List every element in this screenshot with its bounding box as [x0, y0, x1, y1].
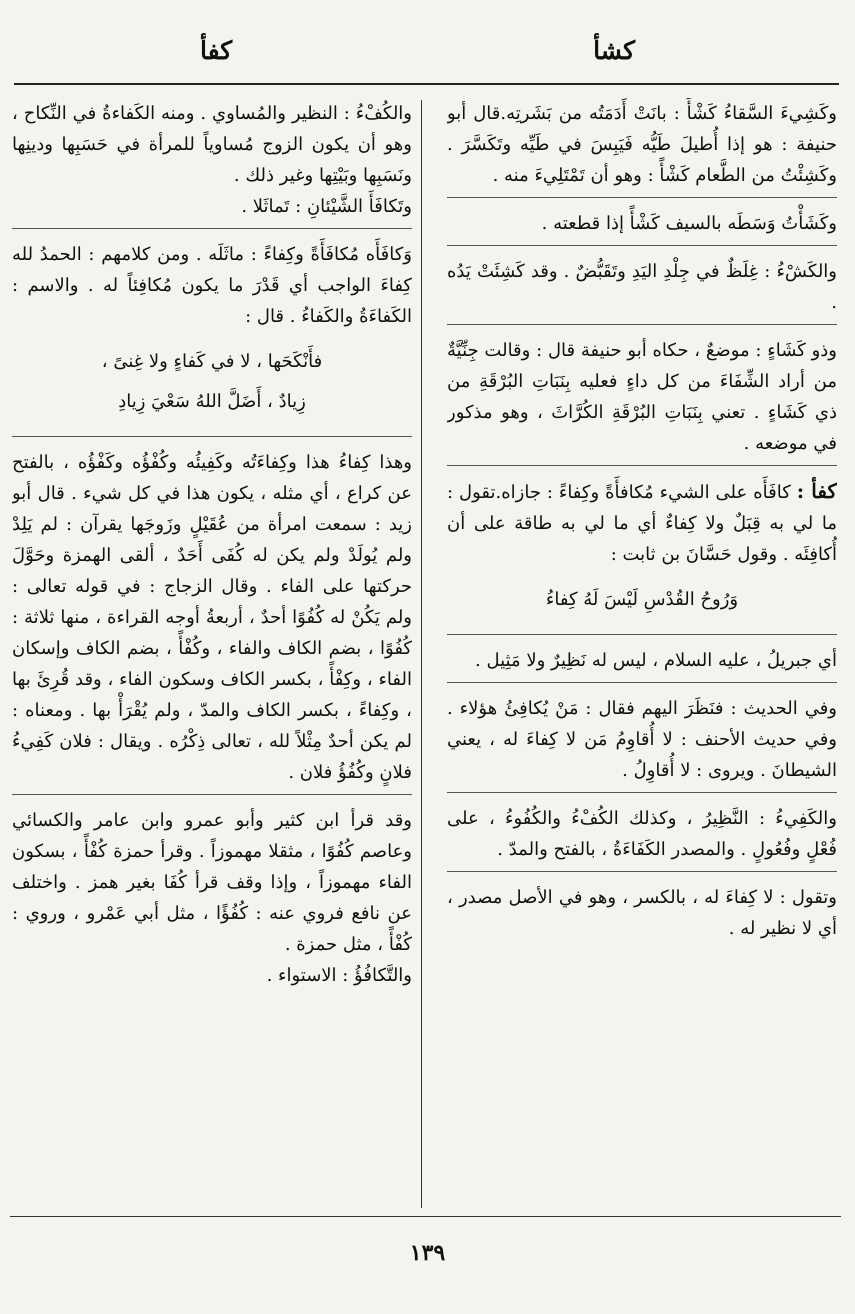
- entry-divider: [447, 197, 837, 198]
- entry-text: كافَأَه على الشيء مُكافأَةً وكِفاءً : جازاه.تقول : ما لي به قِبَلٌ ولا كِفاءٌ أي ما لي به طاقة على أن أُكافِئَه . وقول حَسَّانَ بن ثابت :: [447, 482, 837, 565]
- entry-divider: [12, 228, 412, 229]
- entry-paragraph: [447, 476, 837, 570]
- entry-divider: [447, 792, 837, 793]
- page-number: ١٣٩: [409, 1240, 446, 1266]
- verse: [12, 342, 412, 422]
- entry-divider: [447, 324, 837, 325]
- entry-paragraph: وكَشِيءَ السَّقاءُ كَشْأً : بانَتْ أَدَمَتُه من بَشَرتِه.قال أبو حنيفة : هو إذا أُطيلَ طَيُّه فَيَبِسَ في طَيِّه وتَكَسَّرَ . وكَشِئْتُ من الطَّعام كَشْأً : وهو أن تَمْتَلِيءَ منه .: [447, 103, 837, 186]
- verse-line: زِيادٌ ، أَضَلَّ اللهُ سَعْيَ زِيادِ: [118, 391, 306, 412]
- right-column: [447, 98, 837, 1208]
- entry-paragraph: وفي الحديث : فنَظَرَ اليهم فقال : مَنْ يُكافِئُ هؤلاء . وفي حديث الأحنف : لا أُقاوِمُ مَن لا كِفاءَ له ، يعني الشيطانَ . ويروى : لا أُقاوِلُ .: [447, 698, 837, 781]
- footer-rule: [10, 1216, 841, 1217]
- entry-divider: [12, 794, 412, 795]
- entry-paragraph: وكَشَأْتُ وَسَطَه بالسيف كَشْأً إذا قطعته .: [541, 213, 837, 234]
- verse: [447, 580, 837, 620]
- header-rule: [14, 83, 839, 85]
- entry-divider: [447, 465, 837, 466]
- running-head-right: كشأ: [593, 36, 635, 65]
- entry-paragraph: وذو كَشَاءٍ : موضعٌ ، حكاه أبو حنيفة قال : وقالت جِنِّيَّةٌ من أراد الشِّفَاءَ من كل داءٍ فعليه بِنَبَاتِ البُرْقَةِ من ذي كَشَاءٍ . تعني بِنَبَاتِ البُرْقَةِ الكُرَّاثَ ، وهو مذكور في موضعه .: [447, 340, 837, 454]
- entry-divider: [447, 682, 837, 683]
- entry-paragraph: والكُفْءُ : النظير والمُساوي . ومنه الكَفاءةُ في النِّكاح ، وهو أن يكون الزوج مُساوياً للمرأة في حَسَبِها ودينِها ونَسَبِها وبَيْتِها وغير ذلك .: [12, 103, 412, 186]
- entry-paragraph: وَكافَأَه مُكافَأَةً وكِفاءً : ماثَلَه . ومن كلامهم : الحمدُ لله كِفاءَ الواجب أي قَدْرَ ما يكون مُكافِئاً له . والاسم : الكَفاءَةُ والكَفاءُ . قال :: [12, 244, 412, 327]
- verse-line: وَرُوحُ القُدْسِ لَيْسَ لَهُ كِفاءُ: [545, 589, 739, 610]
- left-column: [12, 98, 412, 1208]
- column-separator: [421, 100, 422, 1208]
- verse-line: فأَنْكَحَها ، لا في كَفاءٍ ولا غِنىً ،: [101, 351, 323, 372]
- entry-paragraph: وتَكافَأَ الشَّيْئانِ : تَماثَلا .: [241, 196, 412, 217]
- entry-paragraph: والكَشْءُ : غِلَظٌ في جِلْدِ اليَدِ وتَقَبُّضٌ . وقد كَشِئَتْ يَدُه .: [447, 261, 837, 313]
- entry-paragraph: وقد قرأ ابن كثير وأبو عمرو وابن عامر والكسائي وعاصم كُفُوًا ، مثقلا مهموزاً . وقرأ حمزة كُفْأً ، بسكون الفاء مهموزاً ، وإذا وقف قرأ كُفَا بغير همز . واختلف عن نافع فروي عنه : كُفُؤًا ، مثل أبي عَمْرو ، وروي : كُفْأً ، مثل حمزة .: [12, 810, 412, 955]
- entry-divider: [447, 245, 837, 246]
- entry-divider: [12, 436, 412, 437]
- entry-paragraph: وتقول : لا كِفاءَ له ، بالكسر ، وهو في الأصل مصدر ، أي لا نظير له .: [447, 887, 837, 939]
- headword: كفأ :: [796, 479, 837, 503]
- entry-divider: [447, 634, 837, 635]
- entry-paragraph: والتَّكافُؤُ : الاستواء .: [266, 965, 412, 986]
- entry-paragraph: وهذا كِفاءُ هذا وكِفاءَتُه وكَفِيئُه وكُفْؤُه وكَفْؤُه ، بالفتح عن كراع ، أي مثله ، يكون هذا في كل شيء . قال أبو زيد : سمعت امرأة من عُقَيْلٍ وزَوجَها يقرآن : لم يَلِدْ ولم يُولَدْ ولم يكن له كُفَى أَحَدٌ ، ألقى الهمزة وحَوَّلَ حركتها على الفاء . وقال الزجاج : في قوله تعالى : ولم يَكُنْ له كُفُوًا أحدٌ ، أربعةُ أوجه القراءة ، منها ثلاثة : كُفُوًا ، بضم الكاف والفاء ، وكُفْأً ، بضم الكاف وإسكان الفاء ، وكِفْأً ، بكسر الكاف وسكون الفاء ، وقد قُرِئَ بها ، وكِفاءً ، بكسر الكاف والمدّ ، ولم يُقْرَأْ بها . ومعناه : لم يكن أحدٌ مِثْلاً لله ، تعالى ذِكْرُه . ويقال : فلان كَفِيءُ فلانٍ وكُفُؤُ فلان .: [12, 452, 412, 783]
- entry-paragraph: والكَفِيءُ : النَّظِيرُ ، وكذلك الكُفْءُ والكُفُوءُ ، على فُعْلٍ وفُعُولٍ . والمصدر الكَفَاءَةُ ، بالفتح والمدّ .: [447, 808, 837, 860]
- entry-paragraph: أي جبريلُ ، عليه السلام ، ليس له نَظِيرٌ ولا مَثِيل .: [475, 650, 837, 671]
- running-head-left: كفأ: [200, 36, 233, 65]
- entry-divider: [447, 871, 837, 872]
